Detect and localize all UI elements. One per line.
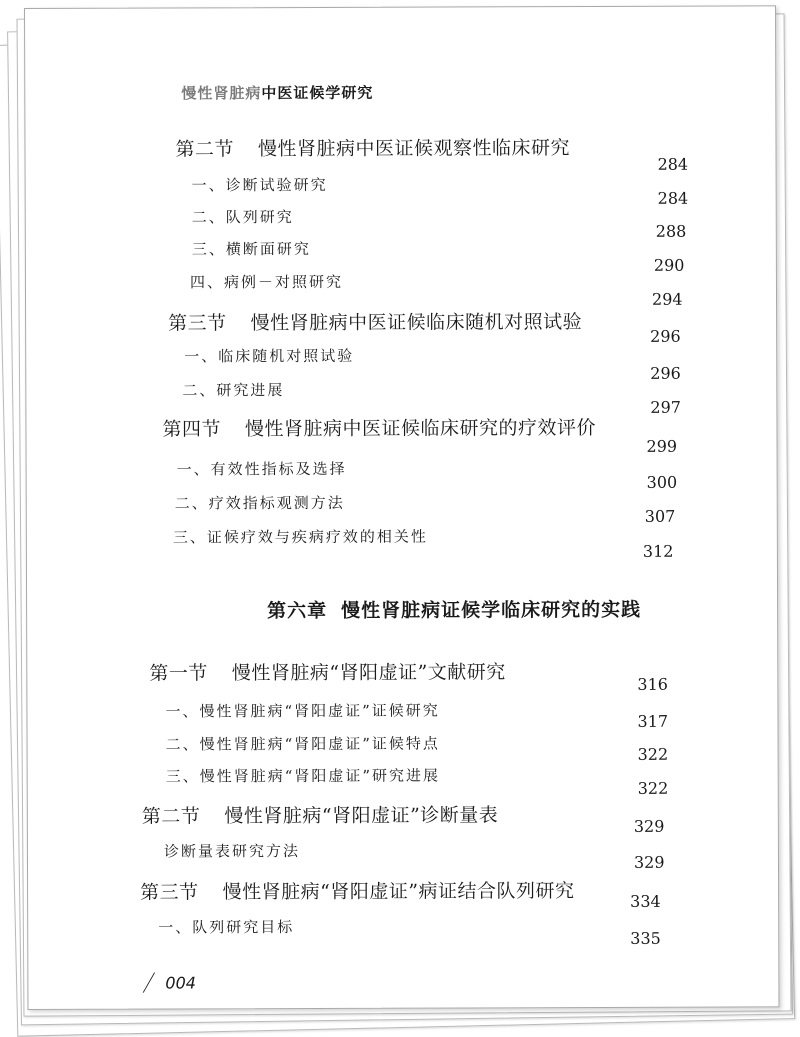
page-number: 299 (646, 436, 678, 456)
page-number: 297 (650, 397, 681, 417)
running-head-main: 中医证候学研究 (261, 83, 374, 103)
page-number: 317 (637, 711, 669, 731)
page-number: 335 (630, 928, 661, 948)
page-number: 284 (657, 188, 689, 208)
folio-number: 004 (165, 973, 196, 993)
page-number: 329 (633, 816, 665, 836)
toc-item[interactable]: 四、病例－对照研究 (189, 272, 344, 292)
toc-item[interactable]: 一、诊断试验研究 (191, 175, 328, 195)
page-number: 296 (650, 363, 681, 383)
chapter-title: 慢性肾脏病证候学临床研究的实践 (341, 598, 642, 622)
toc-item[interactable]: 二、慢性肾脏病“肾阳虚证”证候特点 (165, 734, 440, 754)
toc-item[interactable]: 二、疗效指标观测方法 (174, 493, 345, 513)
page-number: 322 (637, 778, 669, 798)
page-number: 329 (633, 852, 665, 872)
running-head-faded: 慢性肾脏病 (181, 84, 262, 103)
toc-section-6-3[interactable] (140, 876, 575, 905)
page-folio (148, 972, 196, 992)
section-label: 第一节 (149, 662, 208, 685)
toc-item[interactable]: 三、慢性肾脏病“肾阳虚证”研究进展 (165, 766, 441, 786)
toc-section-6-1[interactable] (149, 657, 506, 685)
toc-section-6-2[interactable] (142, 800, 499, 828)
page-number: 300 (646, 472, 678, 492)
toc-page (24, 5, 779, 1010)
running-head (181, 82, 373, 104)
chapter-label: 第六章 (267, 599, 328, 623)
section-title: 慢性肾脏病中医证候观察性临床研究 (257, 137, 571, 161)
toc-item[interactable]: 一、有效性指标及选择 (176, 459, 347, 479)
toc-item[interactable]: 二、队列研究 (191, 208, 294, 227)
toc-item[interactable]: 三、横断面研究 (191, 240, 311, 259)
toc-section-5-4[interactable] (162, 413, 596, 442)
section-label: 第四节 (162, 418, 222, 441)
section-label: 第三节 (140, 881, 199, 904)
toc-item[interactable]: 一、临床随机对照试验 (184, 346, 355, 366)
toc-item[interactable]: 二、研究进展 (182, 381, 285, 400)
page-number: 296 (650, 326, 681, 346)
toc-section-5-2[interactable] (175, 133, 570, 161)
toc-item[interactable]: 三、证候疗效与疾病疗效的相关性 (172, 527, 428, 547)
folio-slash (143, 973, 167, 993)
page-number: 312 (642, 541, 674, 561)
toc-item[interactable]: 一、慢性肾脏病“肾阳虚证”证候研究 (165, 701, 440, 721)
page-number: 284 (657, 154, 689, 174)
toc-item[interactable]: 一、队列研究目标 (158, 918, 295, 937)
section-label: 第二节 (141, 805, 201, 828)
section-label: 第三节 (168, 312, 227, 335)
section-title: 慢性肾脏病中医证候临床研究的疗效评价 (244, 417, 597, 441)
section-title: 慢性肾脏病中医证候临床随机对照试验 (250, 311, 583, 335)
page-number: 334 (630, 891, 661, 911)
toc-item[interactable]: 诊断量表研究方法 (163, 842, 300, 861)
section-title: 慢性肾脏病“肾阳虚证”文献研究 (231, 661, 506, 685)
page-number: 322 (637, 744, 669, 764)
section-label: 第二节 (175, 138, 235, 161)
section-title: 慢性肾脏病“肾阳虚证”病证结合队列研究 (222, 880, 575, 904)
page-number: 316 (637, 674, 668, 694)
chapter-heading[interactable] (267, 595, 641, 623)
page-number: 290 (653, 255, 685, 275)
section-title: 慢性肾脏病“肾阳虚证”诊断量表 (224, 804, 499, 828)
page-number: 307 (644, 506, 676, 526)
toc-section-5-3[interactable] (168, 307, 582, 335)
page-number: 294 (651, 289, 683, 309)
page-number: 288 (655, 221, 687, 241)
